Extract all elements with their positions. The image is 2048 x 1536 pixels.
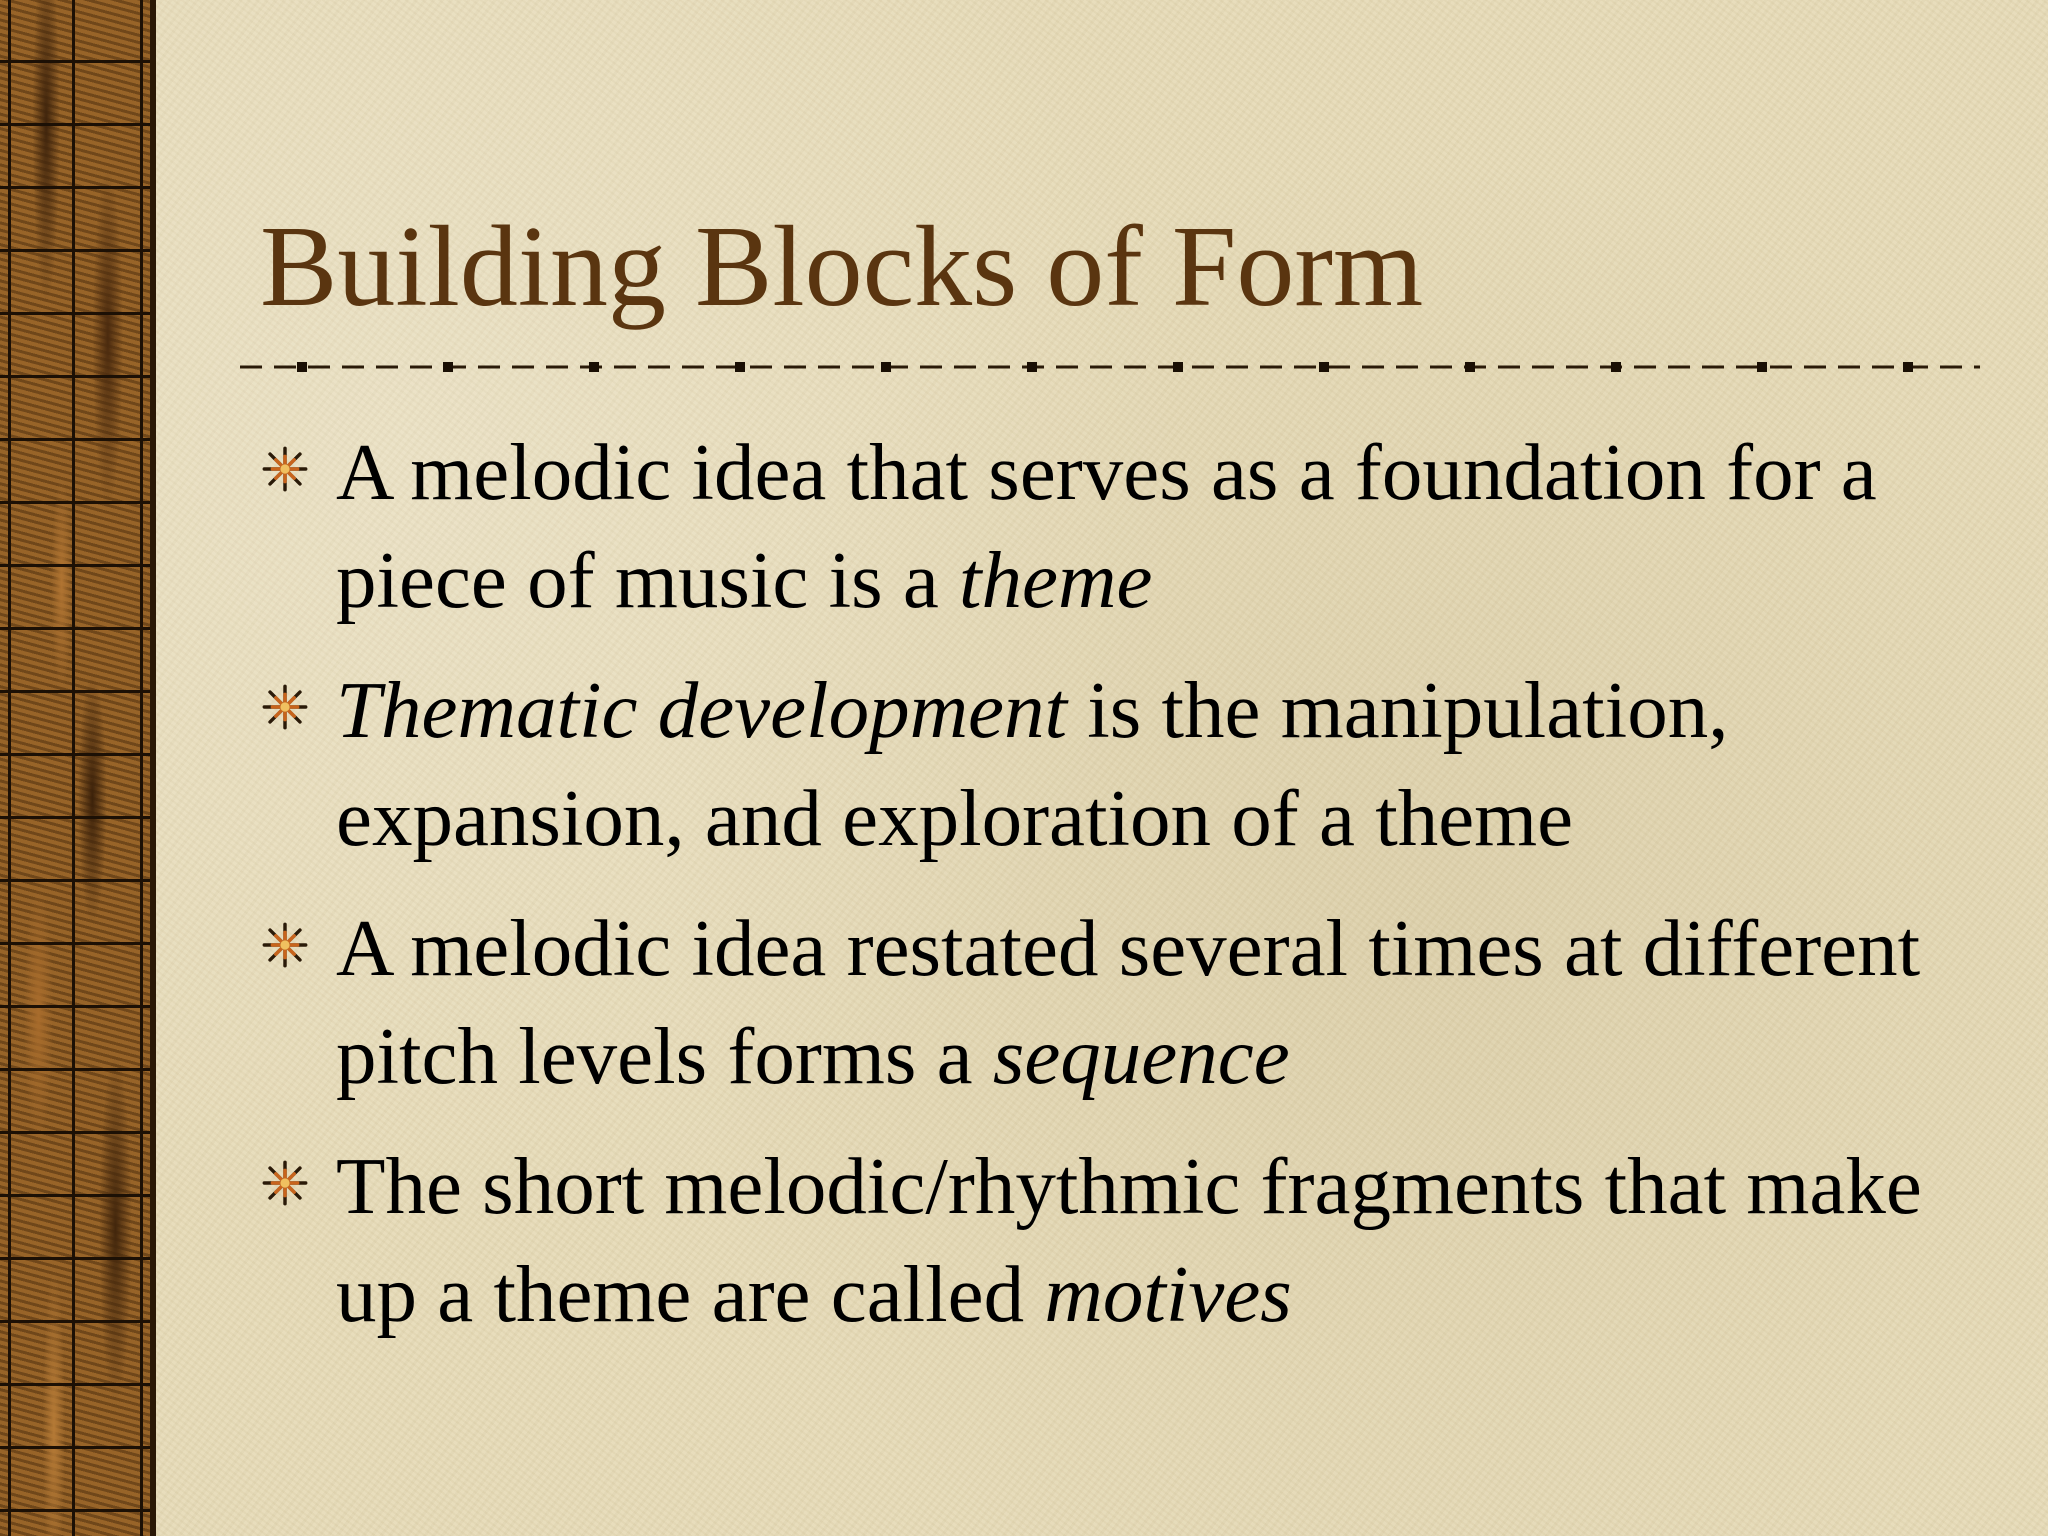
slide-title: Building Blocks of Form (260, 203, 1424, 331)
starburst-icon (262, 684, 308, 730)
divider-dot (881, 362, 891, 372)
divider-dot (1903, 362, 1913, 372)
divider-dot (735, 362, 745, 372)
sidebar-edge (150, 0, 156, 1536)
starburst-icon (262, 446, 308, 492)
divider-dot (1465, 362, 1475, 372)
bullet-item (262, 1132, 1982, 1348)
divider-dot (443, 362, 453, 372)
bullet-emphasis: sequence (992, 1011, 1290, 1101)
starburst-icon (262, 1160, 308, 1206)
divider-dot (1173, 362, 1183, 372)
title-divider (240, 352, 1980, 382)
divider-dot (589, 362, 599, 372)
bullet-emphasis: theme (959, 535, 1153, 625)
divider-dot (297, 362, 307, 372)
bullet-text: The short melodic/rhythmic fragments that make up a theme are called (336, 1141, 1922, 1339)
divider-dot (1611, 362, 1621, 372)
divider-dot (1027, 362, 1037, 372)
sidebar-grid-lines (0, 0, 154, 1536)
bullet-item (262, 894, 1982, 1110)
bullet-emphasis: motives (1044, 1249, 1292, 1339)
bullet-item (262, 418, 1982, 634)
bullet-text: A melodic idea restated several times at different pitch levels forms a (336, 903, 1921, 1101)
bullet-text: A melodic idea that serves as a foundation for a piece of music is a (336, 427, 1877, 625)
bullet-item (262, 656, 1982, 872)
bullet-text-end: is the manipulation, expansion, and exploration of a theme (336, 665, 1729, 863)
bullet-list (262, 418, 1982, 1370)
bullet-emphasis: Thematic development (336, 665, 1068, 755)
starburst-icon (262, 922, 308, 968)
divider-dot (1757, 362, 1767, 372)
divider-dot (1319, 362, 1329, 372)
